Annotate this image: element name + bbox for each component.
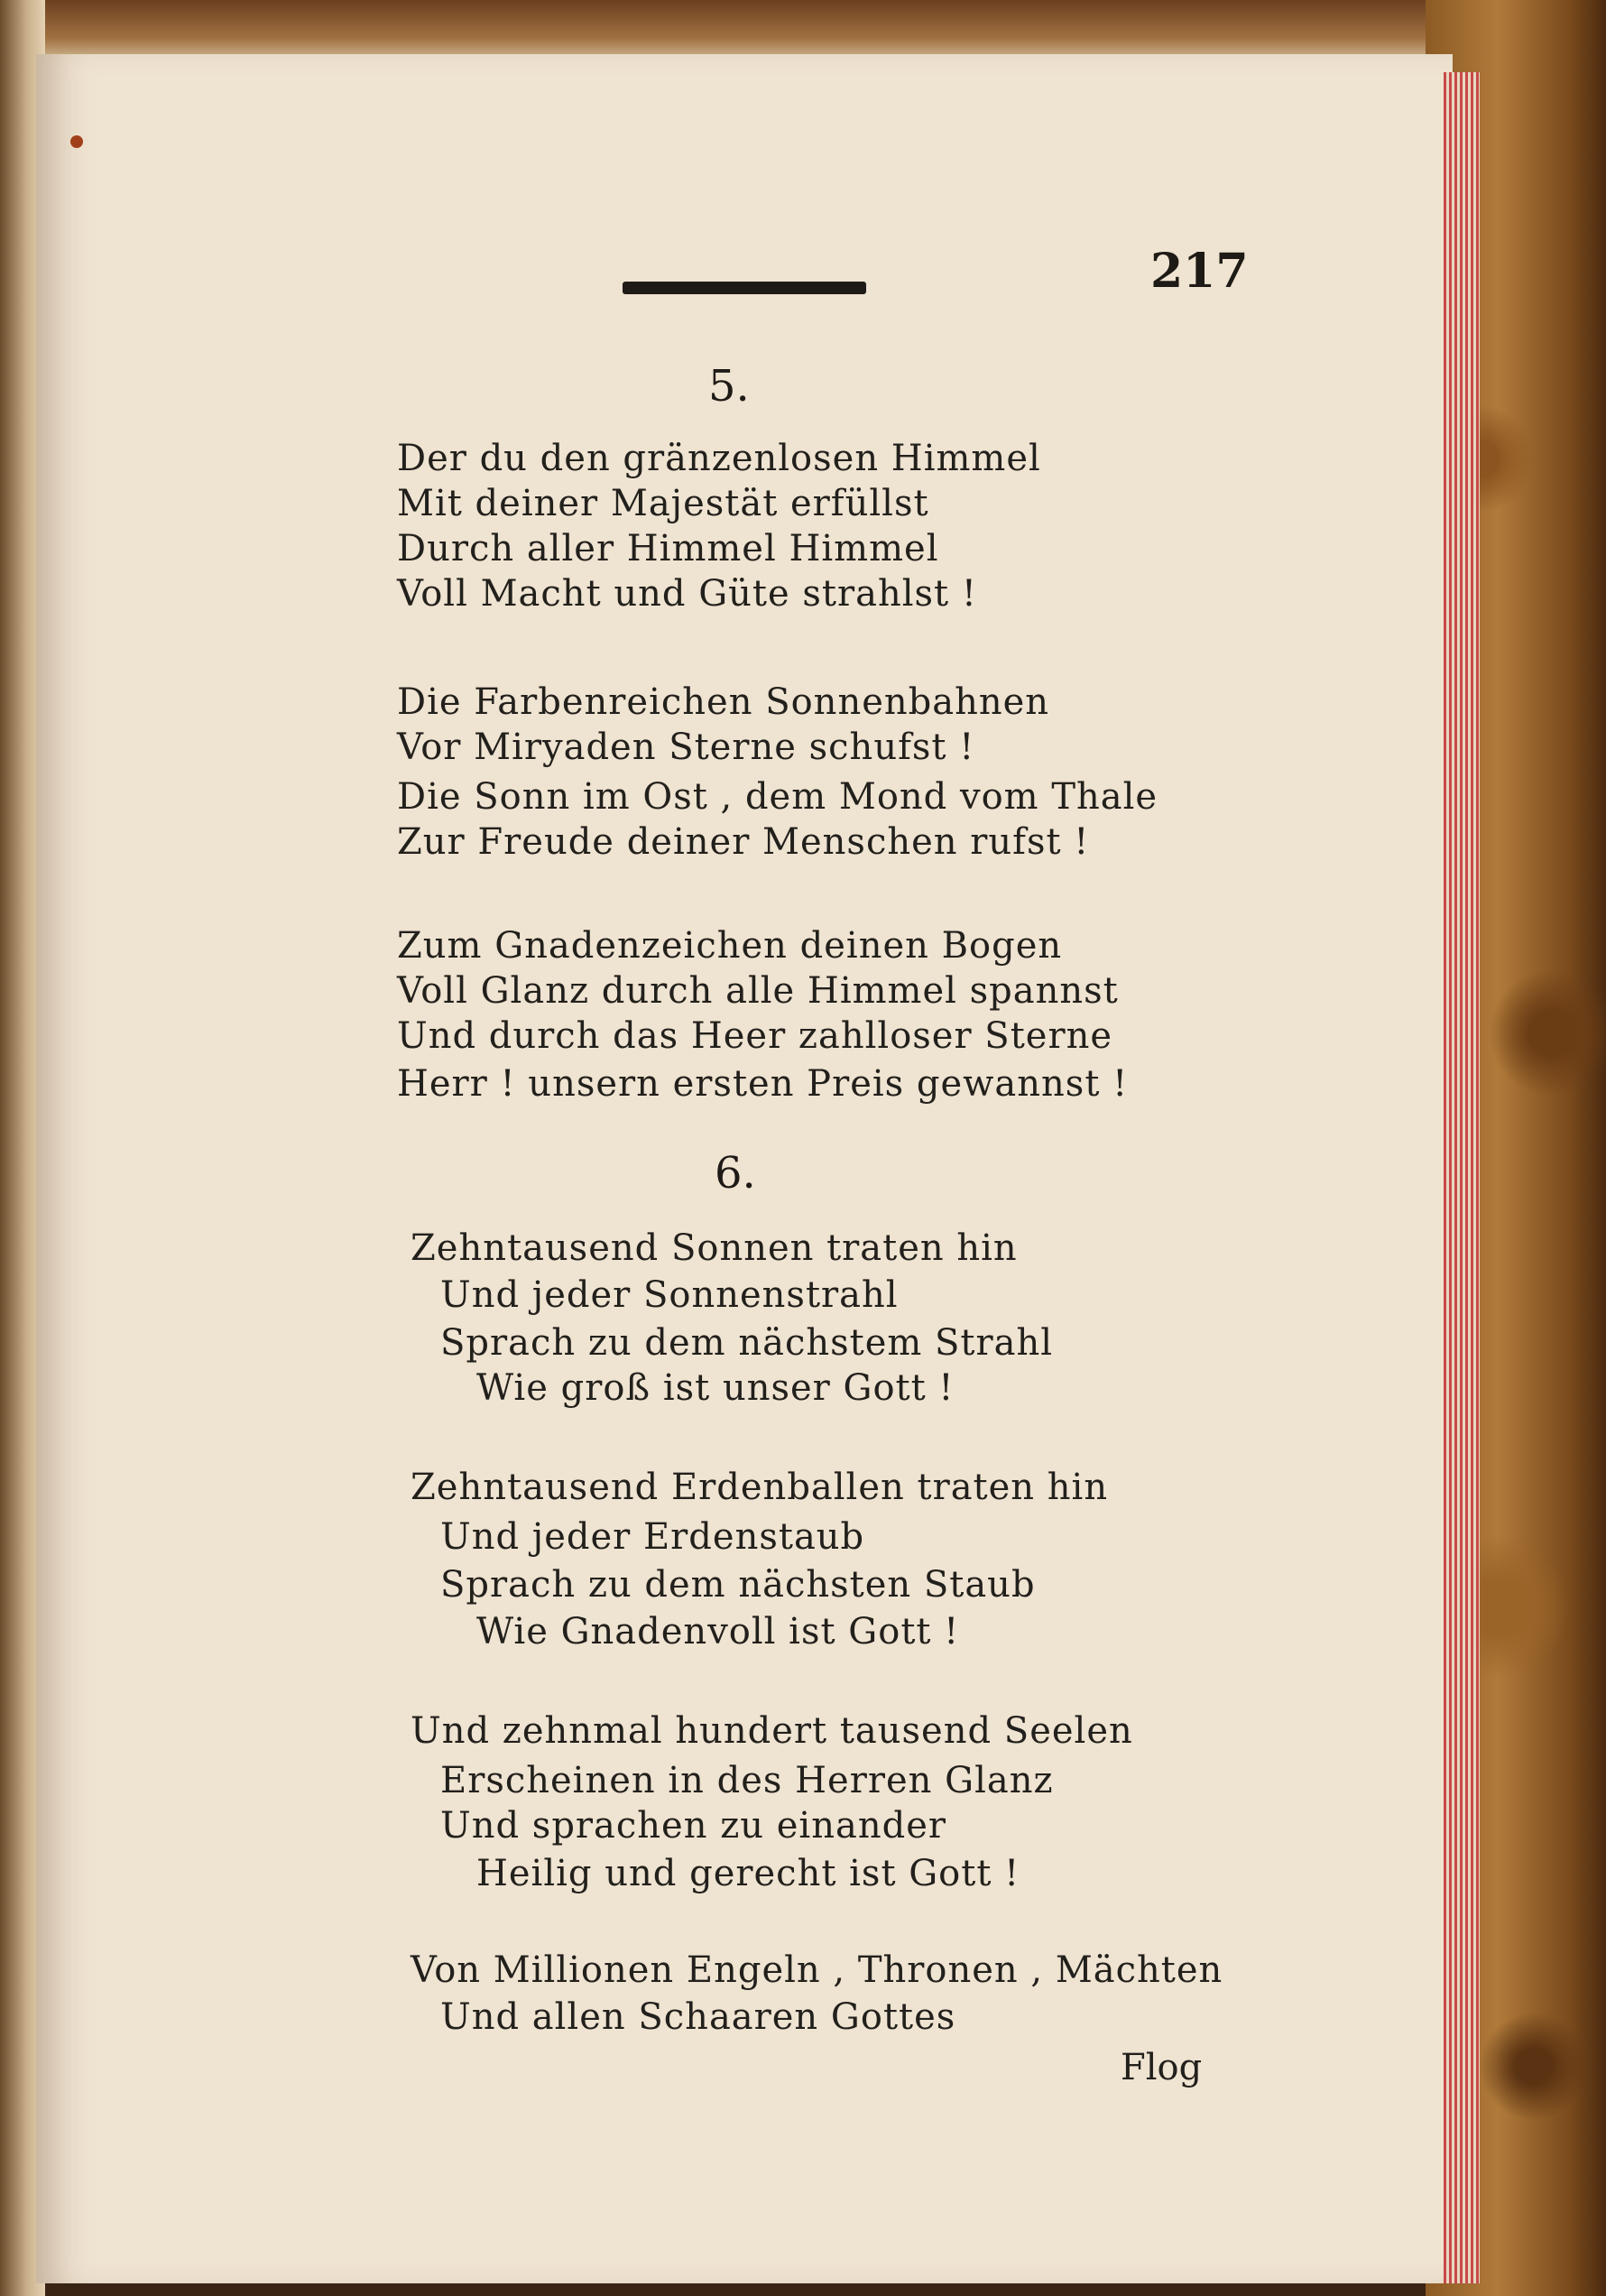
section-number: 6. xyxy=(715,1148,756,1199)
verse-line: Durch aller Himmel Himmel xyxy=(397,528,939,569)
verse-line: Und jeder Erdenstaub xyxy=(440,1516,865,1558)
verse-line: Herr ! unsern ersten Preis gewannst ! xyxy=(397,1063,1129,1105)
verse-line: Zur Freude deiner Menschen rufst ! xyxy=(397,821,1090,863)
verse-line: Erscheinen in des Herren Glanz xyxy=(440,1760,1054,1801)
verse-line: Zehntausend Sonnen traten hin xyxy=(411,1227,1018,1269)
red-page-edges xyxy=(1444,72,1480,2283)
verse-line: Sprach zu dem nächsten Staub xyxy=(440,1564,1036,1606)
verse-line: Wie groß ist unser Gott ! xyxy=(476,1367,955,1409)
verse-line: Vor Miryaden Sterne schufst ! xyxy=(397,727,975,768)
section-number: 5. xyxy=(708,361,750,412)
verse-line: Und allen Schaaren Gottes xyxy=(440,1996,956,2038)
verse-line: Zum Gnadenzeichen deinen Bogen xyxy=(397,925,1063,967)
verse-line: Der du den gränzenlosen Himmel xyxy=(397,438,1041,479)
verse-line: Heilig und gerecht ist Gott ! xyxy=(476,1853,1020,1894)
verse-line: Und jeder Sonnenstrahl xyxy=(440,1274,899,1316)
verse-line: Die Farbenreichen Sonnenbahnen xyxy=(397,681,1050,723)
page-number: 217 xyxy=(1150,244,1249,299)
verse-line: Die Sonn im Ost , dem Mond vom Thale xyxy=(397,776,1158,818)
verse-line: Voll Macht und Güte strahlst ! xyxy=(397,573,977,615)
verse-line: Und durch das Heer zahlloser Sterne xyxy=(397,1015,1113,1057)
verse-line: Zehntausend Erdenballen traten hin xyxy=(411,1467,1109,1508)
verse-line: Von Millionen Engeln , Thronen , Mächten xyxy=(411,1949,1223,1991)
verse-line: Und sprachen zu einander xyxy=(440,1805,946,1847)
catchword: Flog xyxy=(1121,2047,1203,2088)
verse-line: Voll Glanz durch alle Himmel spannst xyxy=(397,970,1119,1012)
ink-stain xyxy=(70,135,83,148)
verse-line: Sprach zu dem nächstem Strahl xyxy=(440,1322,1054,1364)
verse-line: Wie Gnadenvoll ist Gott ! xyxy=(476,1611,960,1653)
verse-line: Und zehnmal hundert tausend Seelen xyxy=(411,1710,1133,1752)
verse-line: Mit deiner Majestät erfüllst xyxy=(397,483,929,524)
header-rule xyxy=(623,282,866,294)
